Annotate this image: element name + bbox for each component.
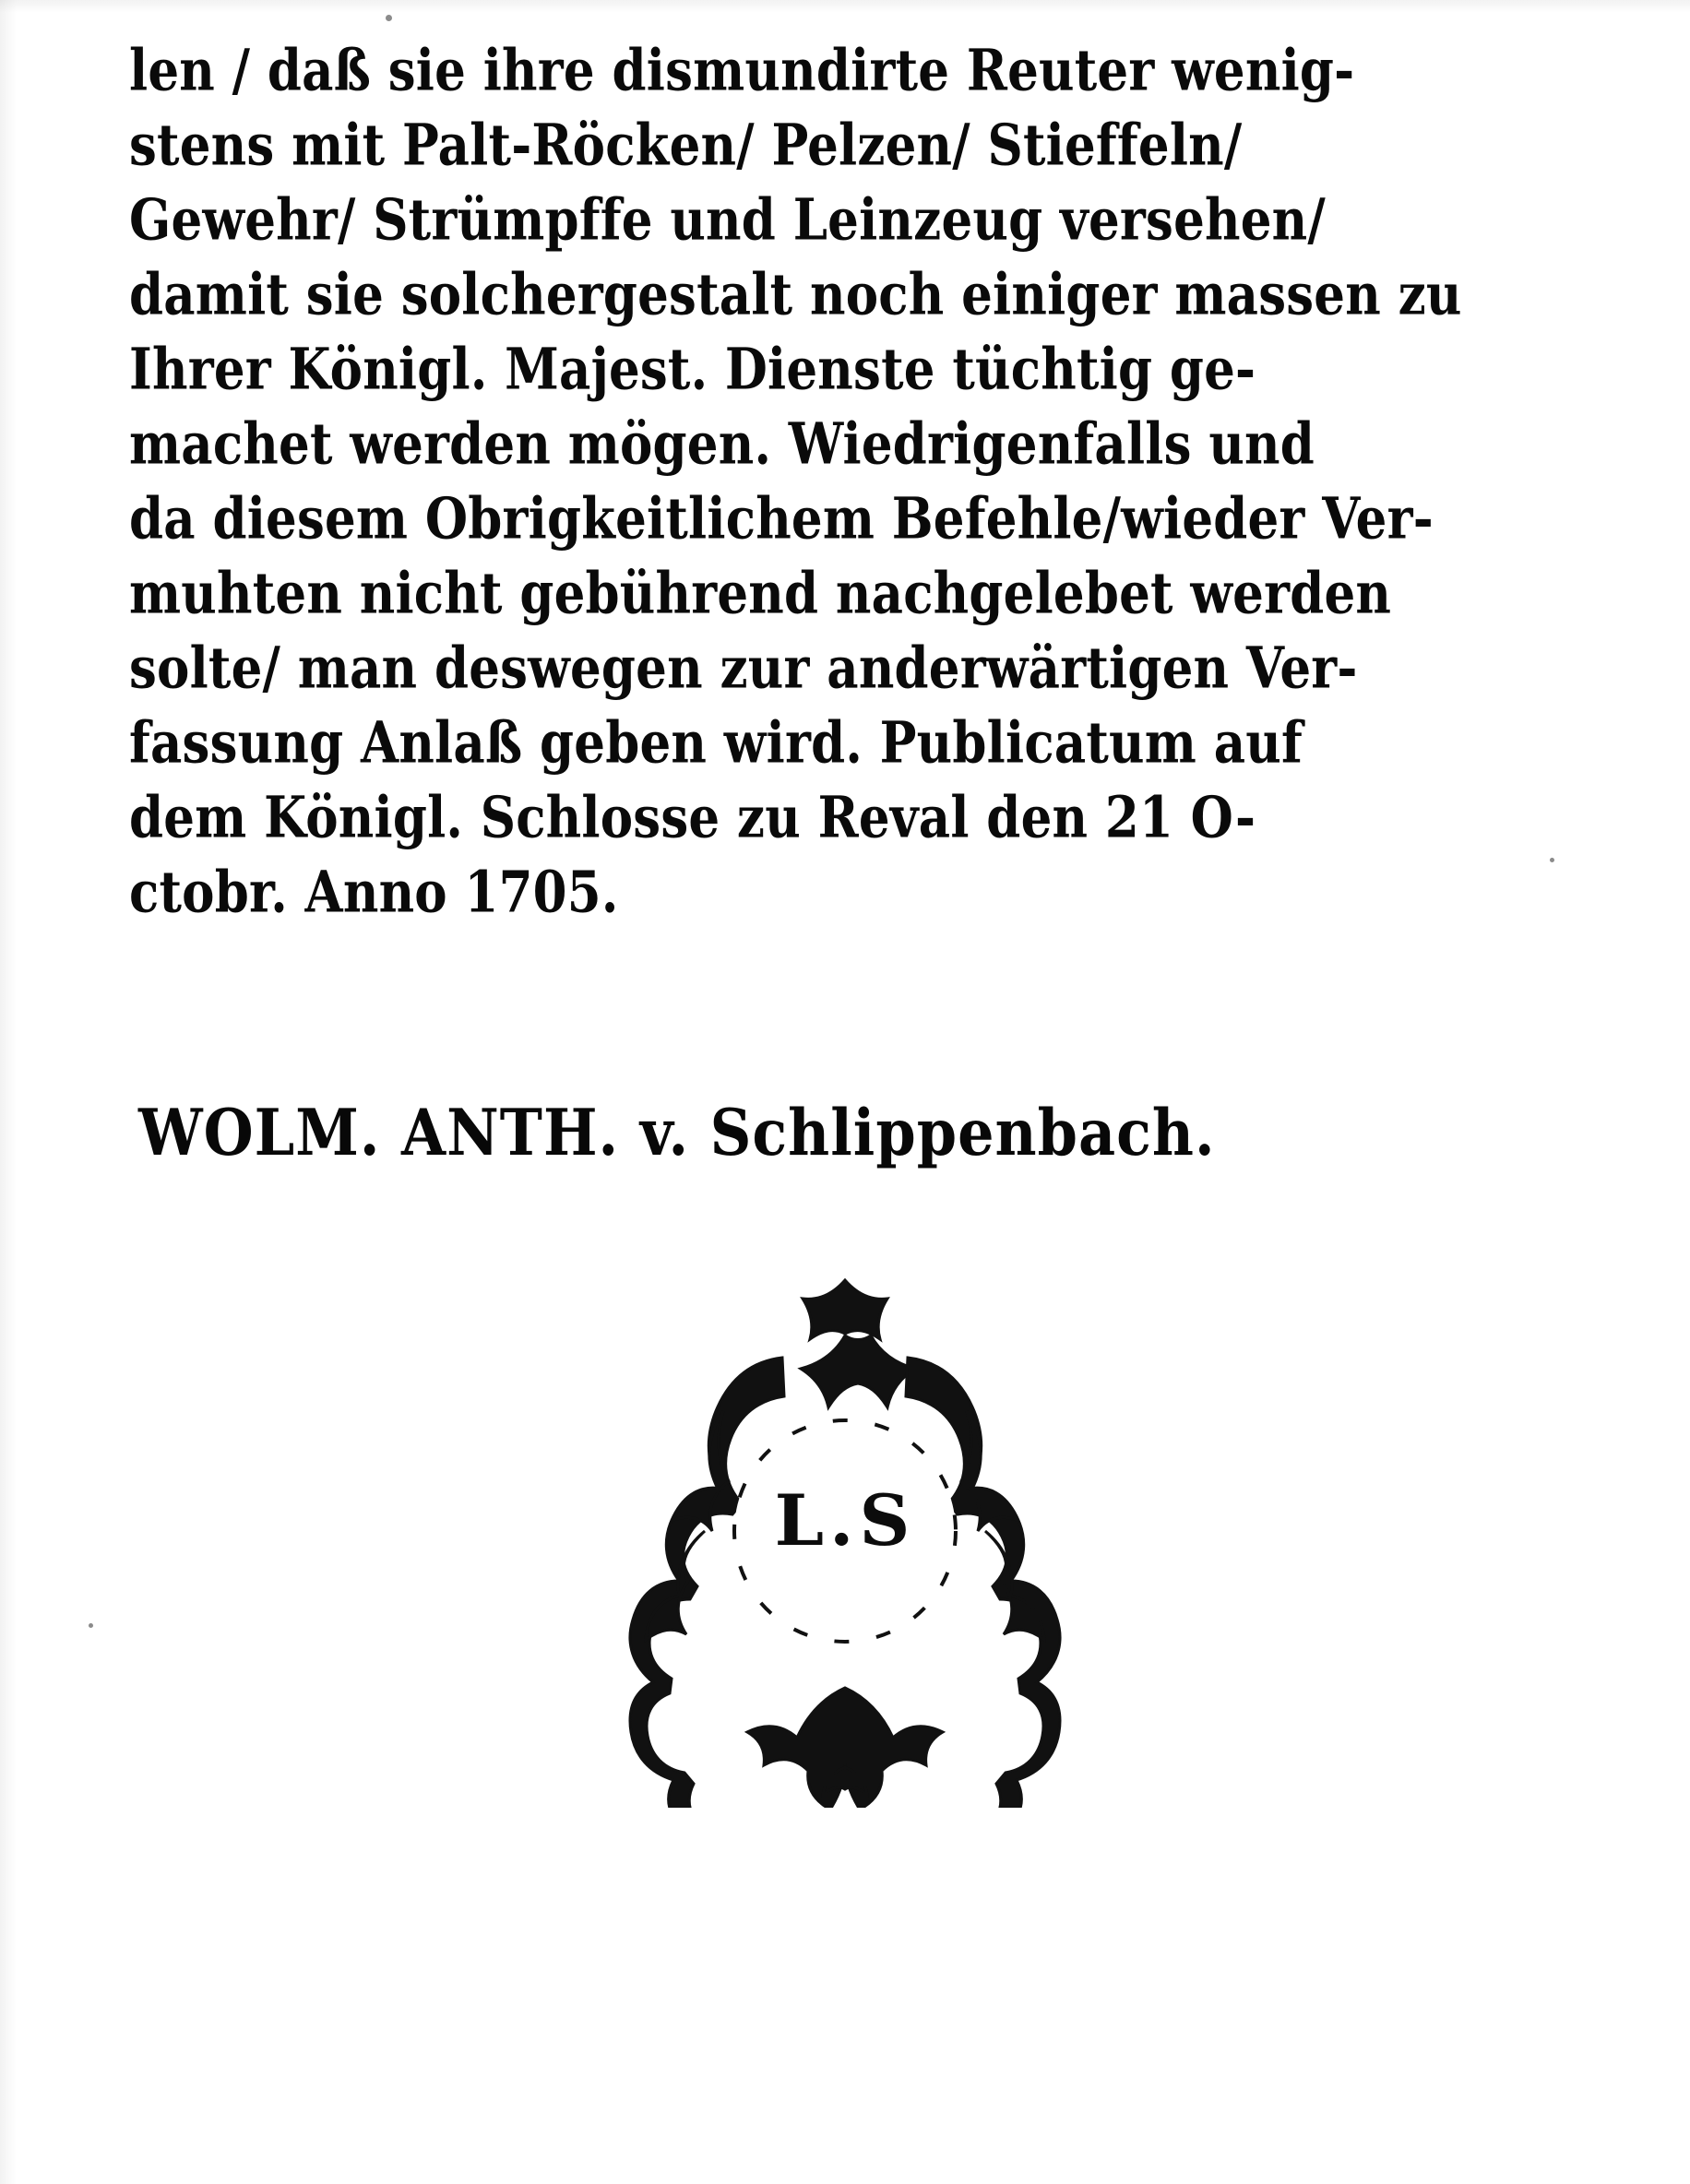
- body-line: ctobr. Anno 1705.: [129, 859, 619, 926]
- body-line: da diesem Obrigkeitlichem Befehle/wieder Ver-: [129, 485, 1434, 552]
- body-line: Ihrer Königl. Majest. Dienste tüchtig ge-: [129, 336, 1256, 403]
- body-line: dem Königl. Schlosse zu Reval den 21 O-: [129, 784, 1256, 851]
- body-line: len / daß sie ihre dismundirte Reuter wenig-: [129, 37, 1355, 104]
- seal-letters: L.S: [774, 1479, 916, 1561]
- body-line: Gewehr/ Strümpffe und Leinzeug versehen/: [129, 186, 1326, 254]
- body-line: fassung Anlaß geben wird. Publicatum auf: [129, 709, 1303, 777]
- scan-speck: [89, 1623, 93, 1628]
- body-line: solte/ man deswegen zur anderwärtigen Ver-: [129, 635, 1358, 702]
- body-line: damit sie solchergestalt noch einiger massen zu: [129, 261, 1462, 328]
- signature-line: WOLM. ANTH. v. Schlippenbach.: [138, 1095, 1216, 1170]
- scan-speck: [1550, 858, 1554, 862]
- scan-edge-shading-left: [0, 0, 17, 2184]
- scan-edge-shading-top: [0, 0, 1690, 13]
- seal-emblem: [476, 1254, 1214, 1808]
- scan-speck: [386, 15, 392, 21]
- body-line: machet werden mögen. Wiedrigenfalls und: [129, 410, 1315, 478]
- document-body: [129, 33, 1494, 930]
- body-line: muhten nicht gebührend nachgelebet werden: [129, 560, 1392, 627]
- body-line: stens mit Palt-Röcken/ Pelzen/ Stieffeln/: [129, 112, 1243, 179]
